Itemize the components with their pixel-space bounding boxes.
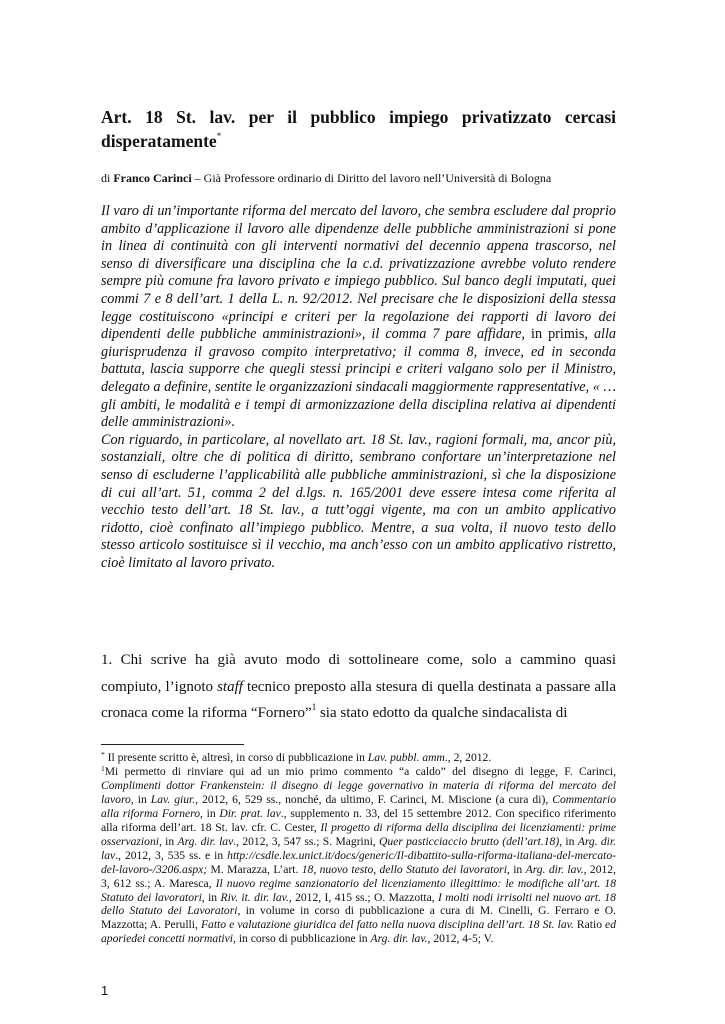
fn1-t2: , in (130, 792, 151, 806)
fn1-t12: 2012, 3, 612 ss.; A. Maresca, (101, 862, 616, 890)
fn1-t18: 2012, 4-5; V. (430, 932, 494, 946)
body-text-b: tecnico preposto alla stesura di quella destinata a passare alla cronaca come la riforma “Fornero” (101, 678, 616, 721)
fn1-t17: in corso di pubblicazione in (235, 932, 371, 946)
footnote-ref-1[interactable]: 1 (311, 702, 317, 712)
fn-star-text-b: ., 2, 2012. (444, 751, 492, 764)
fn1-t11: , in (506, 862, 526, 876)
abstract-p1-upright: in primis, (524, 326, 594, 343)
author-affiliation: – Già Professore ordinario di Diritto del lavoro nell’Università di Bologna (191, 171, 552, 185)
abstract (101, 203, 616, 572)
title-last-char: e (208, 131, 217, 151)
fn1-i8: Arg. dir. lav (101, 834, 617, 862)
title-footnote-marker[interactable]: * (216, 131, 222, 141)
fn1-i17: Arg. dir. lav., (370, 932, 431, 946)
body-text-a: 1. Chi scrive ha già avuto modo di sottolineare come, solo a cammino quasi compiuto, l’ignoto (101, 652, 616, 695)
fn1-i2: Lav. giur., (150, 792, 199, 806)
fn1-t1: Mi permetto di rinviare qui ad un mio primo commento “a caldo” del disegno di legge, F. Carinci, (104, 764, 616, 778)
body-staff: staff (217, 678, 243, 695)
fn1-i4: Dir. prat. lav (219, 806, 281, 820)
fn1-link[interactable]: http://csdle.lex.unict.it/docs/generic/Il-dibattito-sulla-riforma-italiana-del-mercato-del-lavoro-/3206.aspx; (101, 848, 616, 876)
fn1-t16: Ratio (573, 918, 606, 932)
body-paragraph-1 (101, 647, 616, 727)
fn1-t8: , in (559, 834, 578, 848)
footnotes (101, 751, 616, 946)
byline-prefix: di (101, 171, 114, 185)
fn1-i11: Arg. dir. lav., (525, 862, 587, 876)
fn1-i1: Complimenti dottor Frankenstein: il disegno di legge governativo in materia di riforma del mercato del lavoro (101, 778, 616, 806)
fn1-t5: ., supplemento n. 33, del 15 settembre 2012. Con specifico riferimento alla riforma dell’art. 18 St. lav. cfr. C. Cester, (101, 806, 617, 834)
fn1-i15: Fatto e valutazione giuridica del fatto nella nuova disciplina dell’art. 18 St. lav. (200, 918, 574, 932)
abstract-paragraph-2: Con riguardo, in particolare, al novellato art. 18 St. lav., ragioni formali, ma, ancor più, sostanziali, oltre che di politica di diritto, sembrano confortare un’interpretazione nel senso di escluderne l’applicabilità alle pubbliche amministrazioni, sì che la disposizione di cui all’art. 51, comma 2 del d.lgs. n. 165/2001 deve essere intesa come riferita al vecchio testo dell’art. 18 St. lav., a tutt’oggi vigente, ma con un ambito applicativo ridotto, cioè confinato all’impiego pubblico. Mentre, a sua volta, il nuovo testo dello stesso articolo sostituisce sì il vecchio, ma anch’esso con un ambito applicativo ristretto, cioè limitato al lavoro privato. (101, 431, 616, 571)
footnote-1 (101, 765, 616, 946)
fn-star-text-a: Il presente scritto è, altresì, in corso di pubblicazione in (104, 751, 368, 764)
fn1-t7: ., 2012, 3, 547 ss.; S. Magrini, (233, 834, 379, 848)
fn1-t4: , in (200, 806, 220, 820)
fn1-i10: 18, nuovo testo, dello Statuto dei lavoratori (301, 862, 507, 876)
page-number: 1 (101, 983, 109, 998)
title-text: Art. 18 St. lav. per il pubblico impiego privatizzato cercasi disperatament (101, 107, 616, 151)
fn1-i7: Quer pasticciaccio brutto (dell’art.18) (379, 834, 560, 848)
footnote-separator (101, 744, 244, 745)
fn1-t9: ., 2012, 3, 535 ss. e in (115, 848, 228, 862)
author-name: Franco Carinci (113, 171, 192, 185)
abstract-paragraph-1 (101, 203, 616, 432)
fn1-i13: Riv. it. dir. lav., (220, 890, 292, 904)
fn1-t15: in volume in corso di pubblicazione a cura di M. Cinelli, G. Ferraro e O. Mazzotta; A. Perulli, (101, 904, 616, 932)
fn1-t3: 2012, 6, 529 ss., nonché, da ultimo, F. Carinci, M. Miscione (a cura di), (198, 792, 553, 806)
fn1-i6: Arg. dir. lav (177, 834, 234, 848)
fn1-t14: 2012, I, 415 ss.; O. Mazzotta, (291, 890, 439, 904)
fn1-t10: M. Marazza, L’art. (207, 862, 302, 876)
footnote-star-marker: * (101, 750, 105, 759)
abstract-p1-part-a: Il varo di un’importante riforma del mercato del lavoro, che sembra escludere dal proprio ambito d’applicazione il lavoro alle dipendenze delle pubbliche amministrazioni si pone in linea di continuità con gli interventi normativi del decennio appena trascorso, nel senso di diversificare una disciplina che la c.d. privatizzazione avrebbe voluto rendere sempre più comune fra lavoro privato e impiego pubblico. Sul banco degli imputati, quei commi 7 e 8 dell’art. 1 della L. n. 92/2012. Nel precisare che le disposizioni della stessa legge costituiscono «principi e criteri per la regolazione dei rapporti di lavoro dei dipendenti delle pubbliche amministrazioni», il comma 7 pare affidare, (101, 203, 616, 343)
article-title (101, 105, 616, 153)
footnote-1-marker: 1 (101, 763, 105, 773)
fn1-i5: Il progetto di riforma della disciplina dei licenziamenti: prime osservazioni (101, 820, 616, 848)
abstract-p1-part-b: alla giurisprudenza il gravoso compito interpretativo; il comma 8, invece, ed in seconda battuta, lascia supporre che quegli stessi principi e criteri valgano solo per il Ministro, delegato a definire, sentite le organizzazioni sindacali maggiormente rappresentative, « … gli ambiti, le modalità e i tempi di armonizzazione della disciplina relativa ai dipendenti delle amministrazioni». (101, 326, 617, 431)
author-byline (101, 170, 616, 186)
fn1-t6: , in (158, 834, 178, 848)
footnote-star (101, 751, 616, 765)
fn1-i14: I molti nodi irrisolti nel nuovo art. 18 dello Statuto dei Lavoratori, (101, 890, 616, 918)
fn1-t13: , in (201, 890, 221, 904)
fn1-i16: ed aporiedei concetti normativi, (101, 918, 616, 946)
fn1-i3: Commentario alla riforma Fornero (101, 792, 616, 820)
fn-star-journal: Lav. pubbl. amm (367, 751, 445, 764)
fn1-i12: Il nuovo regime sanzionatorio del licenziamento illegittimo: le modifiche all’art. 18 Statuto dei lavoratori (101, 876, 617, 904)
body-text-c: sia stato edotto da qualche sindacalista di (316, 705, 568, 721)
